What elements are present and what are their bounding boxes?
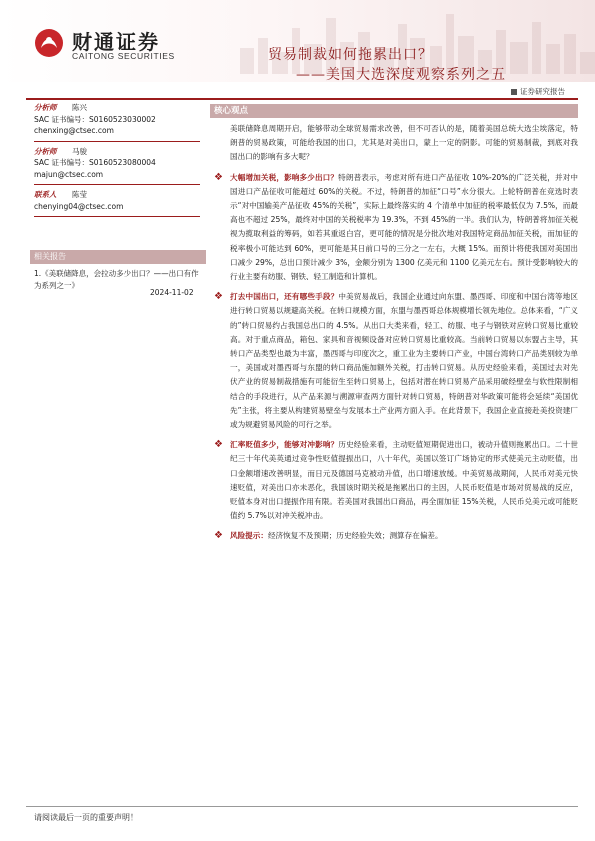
bullet-paragraph [230, 438, 578, 523]
analyst-divider [34, 141, 200, 142]
bullet-risk [210, 529, 578, 543]
main-content [210, 100, 578, 544]
bullet-paragraph [230, 529, 578, 543]
bullet-title: 风险提示： [230, 531, 268, 541]
bullet-fx [210, 438, 578, 523]
bullet-tariff [210, 171, 578, 285]
analyst-divider [34, 216, 200, 217]
diamond-bullet-icon: ❖ [214, 291, 223, 303]
analyst-email[interactable]: chenxing@ctsec.com [34, 126, 114, 135]
bullet-transit-trade [210, 290, 578, 432]
bullet-text: 特朗普表示，考虑对所有进口产品征收 10%-20%的广泛关税，并对中国进口产品征收可能超过 60%的关税。不过，特朗普的加征“口号”水分很大。上轮特朗普在竞选时表示“对中国输美产品征收 45%的关税”，实际上最终落实的 4 个清单中加征的税率最低仅为 7.5%，而最高也不超过 25%，最终对中国的关税税率为 19.3%，不到 45%的一半。我们认为，特朗普将加征关税视为揽取利益的筹码，如若其重返白宫，更可能的情况是分批次地对我国特定商品加征关税，而加征的税率极小可能达到 60%，更可能是其日前口号的三分之一左右，大概 15%。而预计将使我国对美国出口减少 29%，总出口预计减少 3%，金额分别为 1300 亿美元和 1100 亿美元左右。预计受影响较大的行业主要有纺服、钢铁、轻工制造和计算机。 [230, 172, 578, 282]
diamond-bullet-icon: ❖ [214, 171, 223, 183]
analyst-block [34, 146, 200, 181]
contact-name: 陈莹 [72, 190, 87, 199]
related-reports-title: 相关报告 [30, 250, 206, 264]
bullet-paragraph [230, 290, 578, 432]
diamond-bullet-icon: ❖ [214, 439, 223, 451]
bullet-title: 汇率贬值多少，能够对冲影响？ [230, 440, 339, 450]
brand-name-en: CAITONG SECURITIES [72, 51, 175, 61]
contact-block [34, 189, 200, 212]
bullet-text: 历史经验来看，主动贬值短期促进出口，被动升值则拖累出口。二十世纪三十年代美英通过竞争性贬值提振出口，八十年代，美国以签订广场协定的形式使美元主动贬值，出口金额增速改善明显，而日元及德国马克被动升值，出口增速放缓。中美贸易战期间，人民币对美元快速贬值，对美出口亦未恶化，我国该时期关税是拖累出口的主因，人民币贬值是市场对贸易战的反应，贬值本身对出口提振作用有限。若美国对我国出口商品，再全面加征 15%关税，人民币兑美元或可能贬值约 5.7%以对冲关税冲击。 [230, 440, 578, 521]
related-report-link[interactable]: 1.《美联储降息，会拉动多少出口？——出口有作为系列之一》 [34, 269, 199, 290]
report-type-label: 证券研究报告 [520, 87, 565, 96]
report-type [511, 86, 565, 97]
analyst-sac: SAC 证书编号：S0160523080004 [34, 158, 156, 167]
bullet-text: 中美贸易战后，我国企业通过向东盟、墨西哥、印度和中国台湾等地区进行转口贸易以规避高关税。在转口规模方面，东盟与墨西哥总体规模增长领先地位。总体来看，“广义的”转口贸易约占我国总出口的 4.5%。从出口大类来看，轻工、纺服、电子与钢铁对应转口贸易比重较高。对于重点商品，箱包、家具和音视频设备对应转口贸易比重较高。当前转口贸易以东盟占主导，其转口产品类型也最为丰富，墨西哥与印度次之，重工业为主要转口产业，中国台湾转口产品类别较为单一，美国或对墨西哥与东盟的转口商品施加额外关税，打击转口贸易。从历史经验来看，美国过去对先伏产业的贸易制裁措施有可能衍生至转口贸易上，包括对潜在转口贸易产品采用破经壁垒与软性限制相结合的手段进行，从产品来源与溯源审查两方面针对转口贸易，特朗普对华政策可能将会延续“美国优先”主张，将主要从构建贸易壁垒与发展本土产业两方面入手。在此背景下，我国企业直接赴美投资建厂或为规避贸易风险的可行之举。 [230, 292, 578, 430]
brand-logo [34, 28, 184, 68]
analyst-label: 分析师 [34, 103, 57, 112]
analyst-email[interactable]: majun@ctsec.com [34, 169, 104, 179]
analyst-sidebar [34, 100, 200, 221]
core-title: 核心观点 [210, 104, 578, 118]
brand-name-cn: 财通证券 [72, 30, 160, 54]
analyst-name: 陈兴 [72, 103, 87, 112]
related-report-date: 2024-11-02 [150, 288, 194, 297]
diamond-bullet-icon: ❖ [214, 530, 223, 542]
intro-paragraph: 美联储降息周期开启，能够带动全球贸易需求改善，但不可否认的是，随着美国总统大选尘埃落定，特朗普的贸易政策，可能给我国的出口，尤其是对美出口，蒙上一定的阴影。可能的贸易制裁，到底对我国出口的影响有多大呢？ [230, 124, 578, 162]
footer-divider [26, 806, 578, 807]
bullet-title: 打去中国出口，还有哪些手段？ [230, 292, 339, 302]
report-subtitle: ——美国大选深度观察系列之五 [296, 67, 506, 83]
bullet-paragraph [230, 171, 578, 285]
analyst-label: 分析师 [34, 146, 57, 156]
square-icon [511, 89, 517, 95]
footer-disclaimer: 请阅读最后一页的重要声明！ [34, 813, 138, 822]
bullet-title: 大幅增加关税，影响多少出口？ [230, 172, 339, 182]
contact-label: 联系人 [34, 190, 57, 199]
logo-icon [34, 28, 64, 58]
contact-email[interactable]: chenying04@ctsec.com [34, 201, 124, 211]
analyst-sac: SAC 证书编号：S0160523030002 [34, 114, 156, 124]
analyst-block [34, 102, 200, 137]
report-title: 贸易制裁如何拖累出口？ [268, 47, 433, 63]
analyst-divider [34, 184, 200, 185]
bullet-text: 经济恢复不及预期；历史经验失效；测算存在偏差。 [267, 531, 443, 541]
analyst-name: 马骏 [72, 146, 87, 156]
